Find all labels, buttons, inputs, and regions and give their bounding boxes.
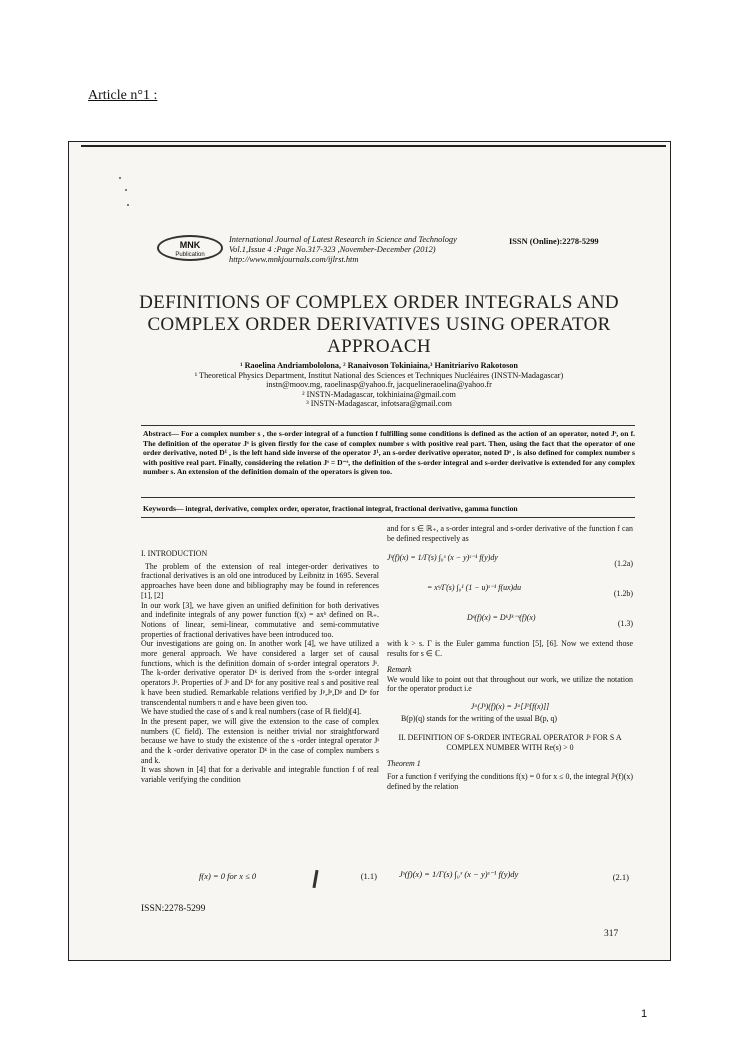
left-column [141,549,379,785]
page-number: 1 [641,1008,648,1020]
paragraph: For a function f verifying the conditions f(x) = 0 for x ≤ 0, the integral Jˢ(f)(x) defined by the relation [387,772,633,792]
logo-text: MNK [179,240,201,250]
equation-number: (2.1) [612,872,629,882]
paragraph: The problem of the extension of real integer-order derivatives to fractional derivatives is an old one introduced by Leibnitz in 1695. Several approaches have been done and bibliography may be found in references [1], [2] [141,561,379,600]
paragraph: and for s ∈ ℝ₊, a s-order integral and s-order derivative of the function f can be defined respectively as [387,524,633,543]
affiliation: ³ INSTN-Madagascar, infotsara@gmail.com [306,399,452,408]
abstract-rule-bottom [141,497,635,498]
affiliation: instn@moov.mg, raoelinasp@yahoo.fr, jacquelineraoelina@yahoo.fr [266,380,492,389]
issn-online: ISSN (Online):2278-5299 [509,237,599,246]
equation-1-1 [199,871,377,881]
affiliation: ¹ Theoretical Physics Department, Institut National des Sciences et Techniques Nucléaires (INSTN-Madagascar) [194,370,564,380]
equation-text: = xˢ/Γ(s) ∫₀¹ (1 − u)ˢ⁻¹ f(ux)du [427,583,522,593]
journal-header [229,235,509,265]
affiliation: ² INSTN-Madagascar, tokhiniaina@gmail.com [302,389,456,399]
paragraph: It was shown in [4] that for a derivable and integrable function f of real variable verifying the condition [141,765,379,785]
journal-volume: Vol.1,Issue 4 :Page No.317-323 ,November-December (2012) [229,245,436,254]
scan-speck [127,204,129,206]
abstract-rule-top [141,425,635,426]
scan-speck [119,177,121,179]
paragraph: We have studied the case of s and k real numbers (case of ℝ field)[4]. [141,707,362,717]
equation-number: (1.1) [360,871,377,881]
footer-issn: ISSN:2278-5299 [141,904,206,914]
paragraph: with k > s. Γ is the Euler gamma function [5], [6]. Now we extend those results for s ∈ ℂ. [387,639,633,659]
paragraph: B(p)(q) stands for the writing of the usual B(p, q) [401,713,558,723]
equation-1-2b [387,583,633,607]
abstract: Abstract— For a complex number s , the s-order integral of a function f fulfilling some conditions is defined as the action of an operator, noted Jˢ, on f. The definition of the operator Jˢ is given firstly for the case of complex number s with positive real part. Then, using the fact that the operator of one order derivative, noted D¹ , is the left hand side inverse of the operator J¹, an s-order derivative operator, noted Dˢ , is also defined for complex number s with positive real part. Finally, considering the relation Jˢ = D⁻ˢ, the definition of the s-order integral and s-order derivative is extended for any complex number s. An extension of the definition domain of the operators is given too. [143,429,635,477]
logo-subtext: Publication [175,252,205,258]
equation-text: Jˢ(f)(x) = 1/Γ(s) ∫₀ˣ (x − y)ˢ⁻¹ f(y)dy [387,553,498,563]
authors-block [129,361,629,409]
equation-text: f(x) = 0 for x ≤ 0 [199,871,257,881]
equation-1-2a [387,553,633,577]
journal-name: International Journal of Latest Research in Science and Technology [229,235,457,244]
equation-2-1 [399,869,629,880]
journal-url: http://www.mnkjournals.com/ijlrst.htm [229,255,359,264]
equation-number: (1.2b) [613,589,633,599]
paragraph: In our work [3], we have given an unified definition for both derivatives and indefinite integrals of any power function f(x) = axʰ defined on ℝ₊. Notions of linear, semi-linear, commutative and semi-commutative properties of fractional derivatives have been introduced too. [141,600,379,639]
paragraph: In the present paper, we will give the extension to the case of complex numbers (ℂ field). The extension is neither trivial nor straightforward because we have to study the existence of the s -order integral operator Jˢ and the k -order derivative operator Dᵏ in the case of complex numbers s and k. [141,716,379,765]
remark-heading: Remark [387,664,412,674]
paper-title: DEFINITIONS OF COMPLEX ORDER INTEGRALS AND COMPLEX ORDER DERIVATIVES USING OPERATOR APPROACH [139,292,619,357]
scan-speck [125,189,127,191]
equation-product: Jᵃ(Jᵇ)(f)(x) = Jᵃ[Jᵇ[f(x)]] [470,701,550,711]
keywords-rule [141,517,635,518]
article-caption: Article n°1 : [88,88,158,103]
section-2-heading: II. DEFINITION OF S-ORDER INTEGRAL OPERATOR Jˢ FOR S A COMPLEX NUMBER WITH Re(s) > 0 [398,733,622,753]
equation-text: Jˢ(f)(x) = 1/Γ(s) ∫₀ˣ (x − y)ˢ⁻¹ f(y)dy [399,869,519,879]
intro-heading: I. INTRODUCTION [141,549,208,558]
top-rule [81,145,666,147]
publisher-logo [157,235,223,261]
equation-number: (1.2a) [614,559,633,569]
paragraph: Our investigations are going on. In another work [4], we have utilized a more general approach. We have considered a larger set of causal functions, which is the definition domain of s-order integral operators Jˢ. The k-order derivative operator Dᵏ is derived from the s-order integral operators Jˢ. Properties of Jˢ and Dᵏ for any positive real s and positive real k have been studied. Remarkable relations verified by Jᵖ,Jᵉ,Dᵖ and Dᵉ for transcendental numbers π and e have been given too. [141,639,379,707]
right-column [387,524,633,792]
equation-1-3 [387,613,633,637]
author-names: ¹ Raoelina Andriambololona, ² Ranaivoson Tokiniaina,³ Hanitriarivo Rakotoson [240,361,518,370]
journal-page-number: 317 [604,929,619,939]
equation-text: Dˢ(f)(x) = DᵏJᵏ⁻ˢ(f)(x) [467,613,536,623]
paragraph: We would like to point out that throughout our work, we utilize the notation for the operator product i.e [387,674,633,694]
equation-number: (1.3) [617,619,633,629]
theorem-heading: Theorem 1 [387,758,421,768]
keywords: Keywords— integral, derivative, complex order, operator, fractional integral, fractional derivative, gamma function [143,504,518,513]
article-scan-frame [68,141,671,961]
